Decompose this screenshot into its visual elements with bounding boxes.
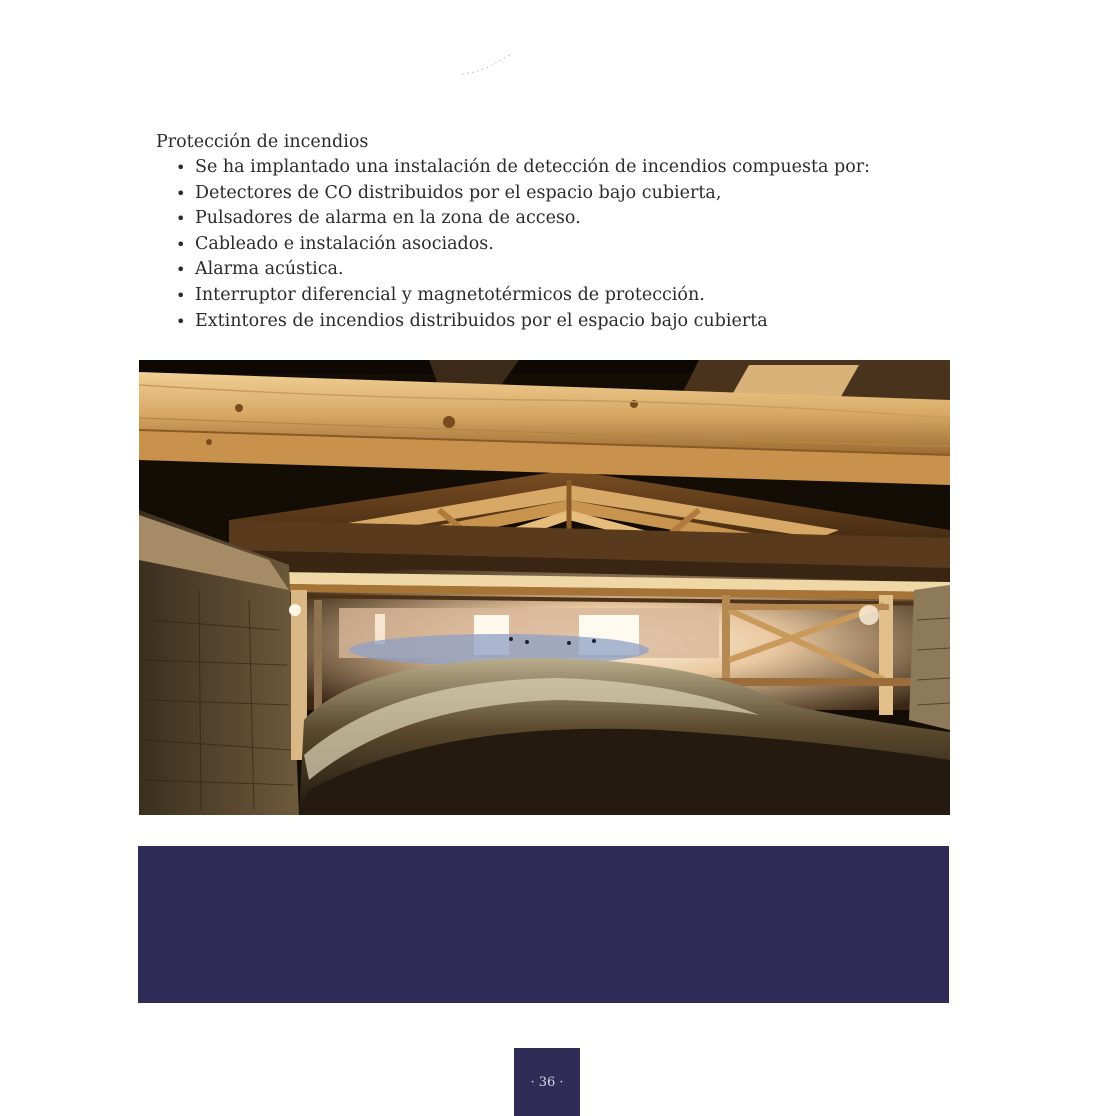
list-item [176,309,916,335]
bullet-list [156,155,916,334]
list-item [176,257,916,283]
bullet-icon: • [176,183,186,203]
attic-roof-illustration [139,360,950,815]
list-item-text: Cableado e instalación asociados. [195,233,494,254]
scan-mark [460,52,515,80]
list-item-text: Pulsadores de alarma en la zona de acceso. [195,208,581,229]
list-item [176,206,916,232]
list-item [176,283,916,309]
fire-protection-section [156,130,916,334]
bullet-icon: • [176,209,186,229]
list-item [176,155,916,181]
list-item [176,181,916,207]
list-item-text: Extintores de incendios distribuidos por el espacio bajo cubierta [195,310,768,331]
section-title: Protección de incendios [156,132,369,152]
bullet-icon: • [176,234,186,254]
attic-roof-photo [139,360,950,815]
list-item-text: Alarma acústica. [195,259,344,280]
list-item-text: Detectores de CO distribuidos por el espacio bajo cubierta, [195,182,722,203]
bullet-icon: • [176,158,186,177]
page-number: · 36 · [514,1048,580,1116]
bullet-icon: • [176,285,186,305]
bullet-icon: • [176,260,186,280]
list-item-text: Se ha implantado una instalación de detección de incendios compuesta por: [195,157,870,177]
decorative-navy-panel [138,846,949,1003]
bullet-icon: • [176,311,186,331]
list-item-text: Interruptor diferencial y magnetotérmicos de protección. [195,284,705,305]
list-item [176,232,916,258]
